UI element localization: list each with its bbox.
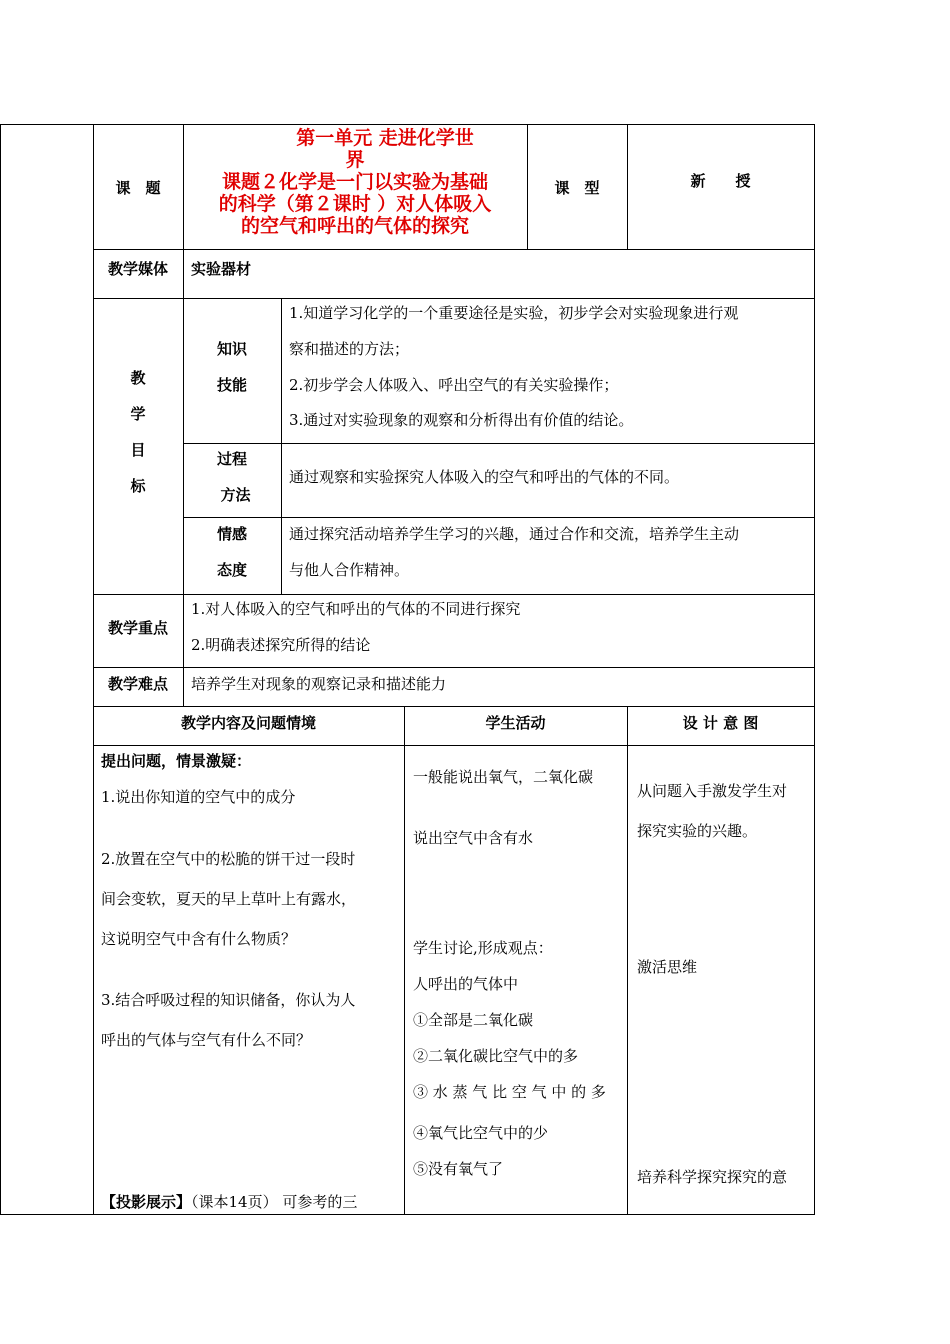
question-2-line-2: 间会变软，夏天的早上草叶上有露水， [101,890,357,908]
projection-bracket: 【投影展示】 [101,1193,192,1211]
type-value: 新 授 [690,172,751,190]
emotion-label-1: 情感 [216,525,247,543]
intent-1-line-2: 探究实验的兴趣。 [637,822,758,840]
title-line-5: 的空气和呼出的气体的探究 [240,215,469,237]
difficult-value: 培养学生对现象的观察记录和描述能力 [191,675,447,693]
question-3-line-1: 3.结合呼吸过程的知识储备，你认为人 [101,991,356,1009]
emotion-line-2: 与他人合作精神。 [289,561,410,579]
opinion-3: ③ 水 蒸 气 比 空 气 中 的 多 [413,1083,606,1101]
difficult-label: 教学难点 [107,675,168,693]
opinion-1: ①全部是二氧化碳 [413,1011,534,1029]
question-1: 1.说出你知道的空气中的成分 [101,788,296,806]
question-2-line-1: 2.放置在空气中的松脆的饼干过一段时 [101,850,356,868]
title-line-2: 界 [345,149,365,171]
key-point-2: 2.明确表述探究所得的结论 [191,636,371,654]
column-header-intent: 设 计 意 图 [682,714,759,732]
column-header-content: 教学内容及问题情境 [180,714,316,732]
question-3-line-2: 呼出的气体与空气有什么不同？ [101,1031,312,1049]
process-line-1: 通过观察和实验探究人体吸入的空气和呼出的气体的不同。 [289,468,680,486]
key-point-1: 1.对人体吸入的空气和呼出的气体的不同进行探究 [191,600,521,618]
lesson-title [183,127,527,237]
process-label-1: 过程 [216,450,247,468]
knowledge-label-2: 技能 [216,376,247,394]
title-line-4: 的科学（第２课时 ）对人体吸入 [218,193,492,215]
title-line-1: 第一单元 走进化学世 [296,127,474,149]
opinion-2: ②二氧化碳比空气中的多 [413,1047,579,1065]
knowledge-line-1: 1.知道学习化学的一个重要途径是实验，初步学会对实验现象进行观 [289,304,739,322]
knowledge-label-1: 知识 [216,340,247,358]
type-label: 课 型 [554,179,600,197]
goals-label-char-1: 教 [130,369,146,387]
opinion-4: ④氧气比空气中的少 [413,1124,549,1142]
content-heading: 提出问题，情景激疑： [101,752,252,770]
activity-1: 一般能说出氧气，二氧化碳 [413,768,594,786]
projection-rest: （课本14页） 可参考的三 [191,1193,358,1211]
goals-label-char-2: 学 [130,405,146,423]
question-2-line-3: 这说明空气中含有什么物质？ [101,930,297,948]
activity-2: 说出空气中含有水 [413,829,534,847]
knowledge-line-2: 察和描述的方法； [289,340,410,358]
intent-2: 激活思维 [637,958,698,976]
media-label: 教学媒体 [107,260,168,278]
emotion-label-2: 态度 [216,561,247,579]
title-line-3: 课题２化学是一门以实验为基础 [221,171,488,193]
emotion-line-1: 通过探究活动培养学生学习的兴趣，通过合作和交流，培养学生主动 [289,525,740,543]
goals-label-char-4: 标 [130,477,146,495]
knowledge-line-4: 3.通过对实验现象的观察和分析得出有价值的结论。 [289,411,634,429]
knowledge-line-3: 2.初步学会人体吸入、呼出空气的有关实验操作； [289,376,619,394]
key-points-label: 教学重点 [107,619,168,637]
intent-3: 培养科学探究探究的意 [637,1168,788,1186]
activity-3: 学生讨论,形成观点： [413,939,553,957]
process-label-2: 方法 [220,486,251,504]
subject-label: 课 题 [115,179,161,197]
opinion-5: ⑤没有氧气了 [413,1160,504,1178]
goals-label-char-3: 目 [130,441,146,459]
projection-line [101,1192,357,1212]
column-header-activity: 学生活动 [485,714,546,732]
intent-1-line-1: 从问题入手激发学生对 [637,782,788,800]
activity-4: 人呼出的气体中 [413,975,519,993]
media-value: 实验器材 [191,260,252,278]
